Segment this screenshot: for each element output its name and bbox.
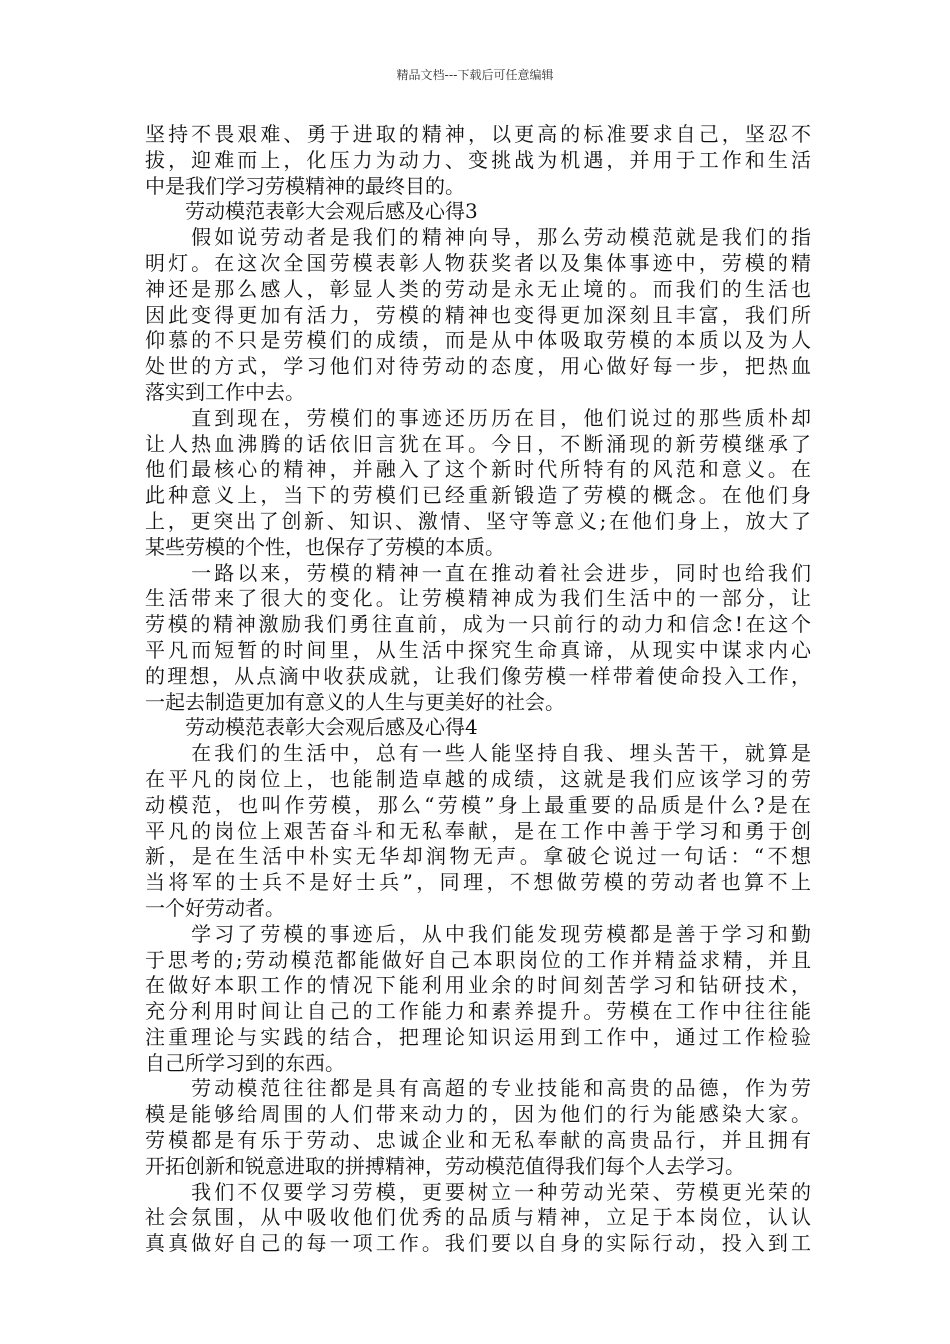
text-line: 劳动模范表彰大会观后感及心得4: [145, 715, 478, 740]
paragraph: [145, 561, 811, 716]
text-line: 真真做好自己的每一项工作。我们要以自身的实际行动，投入到工: [145, 1231, 811, 1256]
paragraph: [145, 225, 811, 406]
text-line: 中是我们学习劳模精神的最终目的。: [145, 173, 465, 198]
text-line: 落实到工作中去。: [145, 379, 305, 404]
text-line: 平凡的岗位上艰苦奋斗和无私奉献，是在工作中善于学习和勇于创: [145, 818, 811, 843]
section-title: [145, 715, 811, 741]
text-line: 假如说劳动者是我们的精神向导，那么劳动模范就是我们的指: [145, 225, 811, 250]
text-line: 当将军的士兵不是好士兵”，同理，不想做劳模的劳动者也算不上: [145, 870, 811, 895]
page-header: 精品文档---下载后可任意编辑: [396, 68, 554, 82]
text-line: 某些劳模的个性，也保存了劳模的本质。: [145, 534, 505, 559]
text-line: 在做好本职工作的情况下能利用业余的时间刻苦学习和钻研技术，: [145, 973, 811, 998]
text-line: 在我们的生活中，总有一些人能坚持自我、埋头苦干，就算是: [145, 741, 811, 766]
text-line: 他们最核心的精神，并融入了这个新时代所特有的风范和意义。在: [145, 457, 811, 482]
text-line: 于思考的;劳动模范都能做好自己本职岗位的工作并精益求精，并且: [145, 947, 811, 972]
text-line: 的理想，从点滴中收获成就，让我们像劳模一样带着使命投入工作，: [145, 663, 811, 688]
text-line: 我们不仅要学习劳模，更要树立一种劳动光荣、劳模更光荣的: [145, 1179, 811, 1204]
text-line: 模是能够给周围的人们带来动力的，因为他们的行为能感染大家。: [145, 1102, 811, 1127]
text-line: 劳动模范表彰大会观后感及心得3: [145, 199, 478, 224]
text-line: 充分利用时间让自己的工作能力和素养提升。劳模在工作中往往能: [145, 999, 811, 1024]
text-line: 注重理论与实践的结合，把理论知识运用到工作中，通过工作检验: [145, 1024, 811, 1049]
document-body: [145, 122, 811, 1257]
text-line: 明灯。在这次全国劳模表彰人物获奖者以及集体事迹中，劳模的精: [145, 250, 811, 275]
text-line: 直到现在，劳模们的事迹还历历在目，他们说过的那些质朴却: [145, 405, 811, 430]
paragraph: [145, 922, 811, 1077]
paragraph: [145, 406, 811, 561]
text-line: 处世的方式，学习他们对待劳动的态度，用心做好每一步，把热血: [145, 354, 811, 379]
text-line: 拔，迎难而上，化压力为动力、变挑战为机遇，并用于工作和生活: [145, 147, 811, 172]
paragraph: [145, 1076, 811, 1179]
text-line: 新，是在生活中朴实无华却润物无声。拿破仑说过一句话：“不想: [145, 844, 811, 869]
text-line: 自己所学习到的东西。: [145, 1050, 345, 1075]
text-line: 劳模都是有乐于劳动、忠诚企业和无私奉献的高贵品行，并且拥有: [145, 1128, 811, 1153]
text-line: 让人热血沸腾的话依旧言犹在耳。今日，不断涌现的新劳模继承了: [145, 431, 811, 456]
text-line: 仰慕的不只是劳模们的成绩，而是从中体吸取劳模的本质以及为人: [145, 328, 811, 353]
text-line: 生活带来了很大的变化。让劳模精神成为我们生活中的一部分，让: [145, 586, 811, 611]
paragraph: [145, 1180, 811, 1257]
text-line: 平凡而短暂的时间里，从生活中探究生命真谛，从现实中谋求内心: [145, 637, 811, 662]
text-line: 开拓创新和锐意进取的拼搏精神，劳动模范值得我们每个人去学习。: [145, 1153, 745, 1178]
text-line: 动模范，也叫作劳模，那么“劳模”身上最重要的品质是什么?是在: [145, 792, 811, 817]
text-line: 此种意义上，当下的劳模们已经重新锻造了劳模的概念。在他们身: [145, 483, 811, 508]
text-line: 劳动模范往往都是具有高超的专业技能和高贵的品德，作为劳: [145, 1076, 811, 1101]
text-line: 学习了劳模的事迹后，从中我们能发现劳模都是善于学习和勤: [145, 921, 811, 946]
text-line: 神还是那么感人，彰显人类的劳动是永无止境的。而我们的生活也: [145, 276, 811, 301]
text-line: 劳模的精神激励我们勇往直前，成为一只前行的动力和信念!在这个: [145, 612, 811, 637]
text-line: 一起去制造更加有意义的人生与更美好的社会。: [145, 689, 565, 714]
section-title: [145, 199, 811, 225]
text-line: 一个好劳动者。: [145, 895, 285, 920]
text-line: 在平凡的岗位上，也能制造卓越的成绩，这就是我们应该学习的劳: [145, 766, 811, 791]
text-line: 社会氛围，从中吸收他们优秀的品质与精神，立足于本岗位，认认: [145, 1205, 811, 1230]
text-line: 因此变得更加有活力，劳模的精神也变得更加深刻且丰富，我们所: [145, 302, 811, 327]
text-line: 一路以来，劳模的精神一直在推动着社会进步，同时也给我们: [145, 560, 811, 585]
text-line: 上，更突出了创新、知识、激情、坚守等意义;在他们身上，放大了: [145, 508, 811, 533]
paragraph: [145, 122, 811, 199]
paragraph: [145, 741, 811, 922]
text-line: 坚持不畏艰难、勇于进取的精神，以更高的标准要求自己，坚忍不: [145, 122, 811, 146]
